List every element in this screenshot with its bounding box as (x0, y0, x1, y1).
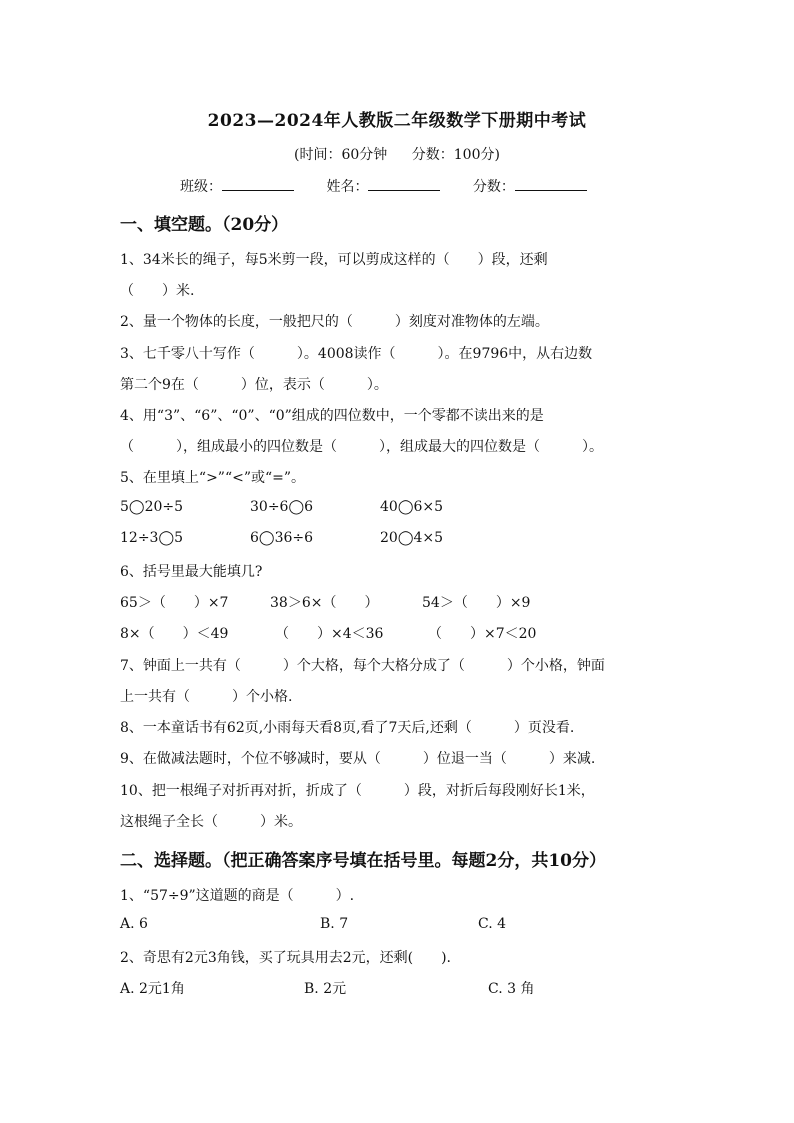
fill-item: 65＞（ ）×7 (120, 595, 229, 611)
section-heading-fill: 一、填空题。（20分） (120, 215, 289, 235)
option-b[interactable]: B. 2元 (304, 981, 347, 997)
class-field (180, 176, 294, 196)
option-a[interactable]: A. 2元1角 (120, 981, 185, 997)
score-field (473, 176, 587, 196)
name-label: 姓名： (326, 179, 369, 195)
option-c[interactable]: C. 3 角 (488, 981, 535, 997)
option-b[interactable]: B. 7 (320, 916, 349, 932)
page-title: 2023—2024年人教版二年级数学下册期中考试 (207, 111, 587, 131)
fill-item: （ ）×4＜36 (275, 626, 384, 642)
class-blank[interactable] (222, 176, 294, 191)
fill-item: （ ）×7＜20 (428, 626, 537, 642)
exam-meta (0, 144, 794, 164)
question-line: （ ）米. (120, 283, 195, 299)
name-blank[interactable] (368, 176, 440, 191)
question-line: 第二个9在（ ）位，表示（ ）。 (120, 377, 388, 393)
question-line: 8、一本童话书有62页,小雨每天看8页,看了7天后,还剩（ ）页没看. (120, 720, 575, 736)
section-heading-choice: 二、选择题。（把正确答案序号填在括号里。每题2分，共10分） (120, 851, 606, 871)
question-line: 10、把一根绳子对折再对折，折成了（ ）段，对折后每段刚好长1米， (120, 783, 595, 799)
score-label: 分数： (472, 179, 515, 195)
class-label: 班级： (180, 179, 222, 195)
question-line: 9、在做减法题时，个位不够减时，要从（ ）位退一当（ ）来减. (120, 751, 596, 767)
exam-time: (时间：60分钟 (294, 147, 388, 163)
exam-total-score: 分数：100分) (411, 147, 500, 163)
question-line: 3、七千零八十写作（ ）。4008读作（ ）。在9796中，从右边数 (120, 346, 593, 362)
name-field (326, 176, 440, 196)
question-line: 7、钟面上一共有（ ）个大格，每个大格分成了（ ）个小格，钟面 (120, 658, 605, 674)
score-blank[interactable] (515, 176, 587, 191)
option-c[interactable]: C. 4 (478, 916, 507, 932)
question-line: 2、量一个物体的长度，一般把尺的（ ）刻度对准物体的左端。 (120, 314, 549, 330)
compare-item: 12÷3◯5 (120, 530, 184, 546)
compare-item: 20◯4×5 (380, 530, 444, 546)
compare-item: 40◯6×5 (380, 499, 444, 515)
fill-item: 38＞6×（ ） (270, 595, 379, 611)
question-line: 1、“57÷9”这道题的商是（ ）. (120, 888, 355, 904)
question-line: 6、括号里最大能填几? (120, 564, 263, 580)
question-line: 2、奇思有2元3角钱，买了玩具用去2元，还剩( ). (120, 950, 452, 966)
question-line: 上一共有（ ）个小格. (120, 689, 293, 705)
compare-item: 30÷6◯6 (250, 499, 314, 515)
fill-item: 54＞（ ）×9 (422, 595, 531, 611)
question-line: 5、在里填上“>”“<”或“=”。 (120, 470, 306, 486)
compare-item: 6◯36÷6 (250, 530, 314, 546)
question-line: （ ），组成最小的四位数是（ ），组成最大的四位数是（ ）。 (120, 439, 603, 455)
fill-item: 8×（ ）＜49 (120, 626, 229, 642)
compare-item: 5◯20÷5 (120, 499, 184, 515)
student-info-row (180, 176, 615, 196)
question-line: 1、34米长的绳子，每5米剪一段，可以剪成这样的（ ）段，还剩 (120, 252, 548, 268)
option-a[interactable]: A. 6 (120, 916, 148, 932)
question-line: 4、用“3”、“6”、“0”、“0”组成的四位数中，一个零都不读出来的是 (120, 408, 544, 424)
question-line: 这根绳子全长（ ）米。 (120, 814, 302, 830)
